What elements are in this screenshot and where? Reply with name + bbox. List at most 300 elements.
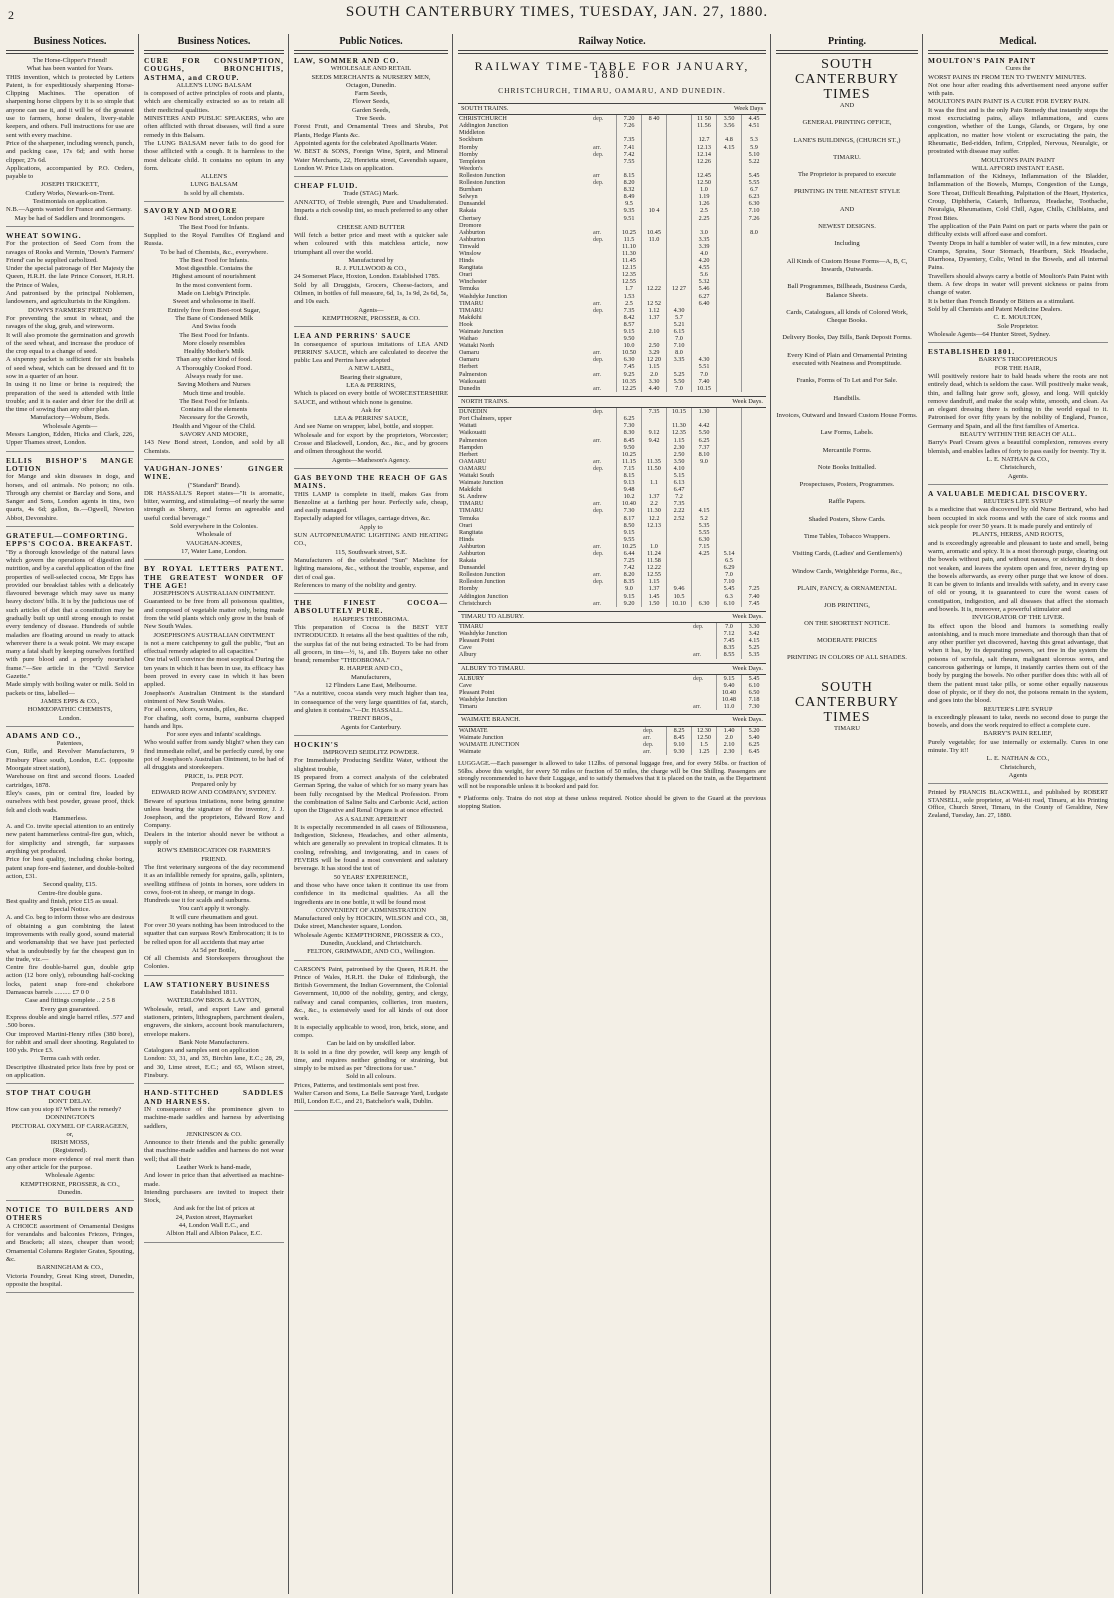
ad-line: WHOLESALE AND RETAIL [330,65,412,73]
ad-line: The application of the Pain Paint on part or parts where the pain or difficulty exists will afford ease and comfort. [928,222,1108,239]
time-cell [667,229,692,236]
printing-line: Prospectuses, Posters, Programmes. [799,481,895,489]
time-cell [717,472,742,479]
time-cell [742,307,767,314]
timetable-row [458,349,766,356]
time-cell [642,293,667,300]
arr-dep [592,186,617,193]
time-cell: 8 40 [642,115,667,122]
time-cell [717,200,742,207]
ad-line: The Best Food for Infants. [179,397,249,405]
time-cell: 6.5 [717,557,742,564]
time-cell [742,349,767,356]
ad-line: Flower Seeds, [352,98,390,106]
time-cell [667,165,692,172]
time-cell [717,186,742,193]
arr-dep: arr. [593,436,602,444]
arr-dep [592,564,617,571]
time-cell: 9.15 [617,593,642,600]
station-name: DUNEDIN [459,408,488,416]
ad-line: Who would suffer from sandy blight? when they can find immediate relief, and be perfectly cured, by one pot of Josephson's Australian Ointment, to be had of all druggists and storekeepers. [144,739,284,772]
time-cell: 12.14 [692,151,717,158]
time-cell: 11.24 [642,550,667,557]
station-name: Waimate Junction [459,328,504,335]
time-cell [717,257,742,264]
ad-line: IMPROVED SEIDLITZ POWDER. [322,749,420,757]
ad-line: A. and Co. beg to inform those who are desirous of obtaining a gun combining the latest improvements with really good, sound material and workmanship that we have just perfected what is undoubtedly by far the cheapest gun in the trade, viz.— [6,914,134,963]
printing-logo: SOUTH CANTERBURY TIMES [794,57,900,102]
ad-line: WATERLOW BROS. & LAYTON, [167,997,261,1005]
station-name: Hook [459,320,473,328]
ad-line: Wholesale Agents: KEMPTHORNE, PROSSER & CO., [294,931,444,939]
time-cell [742,236,767,243]
time-cell [692,222,717,229]
time-cell [717,507,742,514]
ad-line: A CHOICE assortment of Ornamental Designs for verandahs and balconies Friezes, Fringes, and Brackets; all sizes, cheaper than wood; Ornamental Columns Register Grates, Spouting, &c. [6,1222,134,1263]
station-name: Cave [459,681,472,689]
time-cell: 7.25 [617,557,642,564]
timetable-subtitle: CHRISTCHURCH, TIMARU, OAMARU, AND DUNEDIN. [498,85,726,95]
timetable-header [458,611,766,623]
timetable-row [458,734,766,741]
arr-dep [692,689,717,696]
arr-dep: dep. [593,464,604,472]
ad-line: For all sores, ulcers, wounds, piles, &c. [144,706,249,714]
time-cell: 7.10 [717,578,742,585]
time-cell [717,193,742,200]
time-cell [742,571,767,578]
time-cell: 11.0 [717,703,742,710]
arr-dep [592,472,617,479]
arr-dep [592,493,617,500]
advertisement [928,490,1108,784]
time-cell: 9.10 [667,741,692,748]
advertisement [144,565,284,976]
ad-line: Christchurch, [1000,763,1036,771]
arr-dep: arr. [693,651,702,659]
ad-line: Manufacturers of the celebrated "Sun" Machine for lighting mansions, &c., without the trouble, expense, and dirt of coal gas. [294,556,448,581]
time-cell [742,515,767,522]
timetable-row [458,451,766,458]
timetable-row [458,200,766,207]
station-name: WAIMATE JUNCTION [459,740,520,748]
station-name: Ashburton [459,542,486,550]
time-cell: 10.5 [667,593,692,600]
time-cell [667,578,692,585]
ad-title: LEA AND PERRINS' SAUCE [294,331,412,341]
time-cell [717,500,742,507]
ad-title: WHEAT SOWING. [6,230,82,240]
ad-line: Which is placed on every bottle of WORCESTERSHIRE SAUCE, and without which none is genuine. [294,390,448,406]
time-cell [717,314,742,321]
time-cell: 4.15 [742,637,767,644]
time-cell [717,437,742,444]
time-cell: 3.35 [692,236,717,243]
ad-line: Is sold by all chemists. [183,189,245,197]
time-cell [717,522,742,529]
ad-line: Cures the [1005,65,1031,73]
timetable-row [458,179,766,186]
time-cell [667,271,692,278]
ad-line: Prices, Patterns, and testimonials sent post free. [294,1081,420,1089]
ad-line: ("Standard" Brand). [187,481,241,489]
ad-line: Made on Liebig's Principle. [177,290,251,298]
advertisement [294,57,448,177]
time-cell: 7.55 [617,158,642,165]
time-cell: 2.5 [617,300,642,307]
time-cell: 6.15 [667,328,692,335]
time-cell: 6.25 [742,741,767,748]
time-cell: 2.30 [667,444,692,451]
time-cell: 7.40 [692,378,717,385]
ads-list [928,57,1108,784]
printing-line: Invoices, Outward and Inward Custom House Forms. [776,411,918,419]
time-cell [717,328,742,335]
station-name: TIMARU [459,507,484,515]
time-cell: 9.40 [717,682,742,689]
time-cell [742,437,767,444]
column-rule [452,34,453,1594]
ad-line: Supplied to the Royal Families Of England and Russia. [144,231,284,248]
ad-line: Second quality, £15. [43,881,97,889]
station-name: Winchester [459,278,487,286]
time-cell: 6.40 [692,300,717,307]
ad-line: Forest Fruit, and Ornamental Trees and Shrubs, Pot Plants, Hedge Plants &c. [294,123,448,139]
arr-dep [592,222,617,229]
time-cell [742,335,767,342]
time-cell: 6.30 [742,200,767,207]
timetable-row [458,578,766,585]
arr-dep [592,328,617,335]
ad-line: W. BEST & SONS, Foreign Wine, Spirit, and Mineral Water Merchants, 22, Henrietta street, Cavendish square, London W. Price Lists on application. [294,148,448,172]
masthead [0,4,1114,32]
time-cell [617,129,642,136]
time-cell [692,321,717,328]
time-cell: 4.8 [717,136,742,143]
station-name: Waimate Junction [459,479,504,487]
time-cell [692,415,717,422]
time-cell: 12.50 [692,734,717,741]
time-cell [717,151,742,158]
time-cell: 3.35 [667,356,692,363]
printing-line: JOB PRINTING, [824,602,870,610]
time-cell: 1.1 [642,479,667,486]
printing-line: The Proprietor is prepared to execute [798,171,896,179]
time-cell [742,529,767,536]
time-cell [667,151,692,158]
ad-line: KEMPTHORNE, PROSSER, & CO. [322,314,420,322]
arr-dep [592,314,617,321]
arr-dep: dep. [593,306,604,314]
ad-title: A VALUABLE MEDICAL DISCOVERY. [928,488,1089,498]
time-cell: 8.15 [617,172,642,179]
advertisement [294,599,448,736]
timetable-days: Week Days. [732,664,763,672]
printing-line: Law Forms, Labels. [820,429,874,437]
advertisement [6,232,134,452]
ad-line: is composed of active principles of roots and plants, which are chemically extracted so as to retain all their medicinal qualities. [144,90,284,114]
ad-line: A. and Co. invite special attention to an entirely new patent hammerless central-fire gun, which, for simplicity and strength, far surpasses anything yet produced. [6,823,134,856]
time-cell [667,522,692,529]
time-cell: 1.15 [642,363,667,370]
printing-line: Time Tables, Tobacco Wrappers. [803,533,891,541]
ad-line: Guaranteed to be free from all poisonous qualities, and composed of vegetable matter only, being made from the wild plants which only grow in the bush of New South Wales. [144,598,284,631]
column-rule [770,34,771,1594]
time-cell [667,222,692,229]
arr-dep: arr. [593,500,602,508]
time-cell [742,165,767,172]
ad-line: More closely resembles [182,339,246,347]
timetable-row [458,250,766,257]
printing-line: Note Books Initialled. [817,463,877,471]
ad-line: 143 New Bond street, London prepare [163,215,265,223]
advertisement [294,474,448,594]
time-cell [692,129,717,136]
time-cell: 1.53 [617,293,642,300]
time-cell: 12.55 [642,571,667,578]
advertisement [144,207,284,460]
ad-line: "By a thorough knowledge of the natural laws which govern the operations of digestion and nutrition, and by a careful application of the fine properties of well-selected cocoa, Mr Epps has provided our breakfast tables with a delicately flavoured beverage which may save us many heavy doctors' bills. It is by the judicious use of such articles of diet that a constitution may be gradually built up until strong enough to resist every tendency of disease. Hundreds of subtle maladies are floating around us ready to attack wherever there is a weak point. We may escape many a fatal shaft by keeping ourselves fortified with pure blood and a properly nourished frame."—See article in the "Civil Service Gazette." [6,548,134,681]
station-name: Selwyn [459,193,478,201]
ad-line: Octagon, Dunedin. [346,81,396,89]
time-cell [642,472,667,479]
ad-line: And see Name on wrapper, label, bottle, and stopper. [294,423,434,431]
ad-line: PECTORAL OXYMEL OF CARRAGEEN, [11,1122,129,1130]
station-name: Ashburton [459,550,486,558]
ad-line: 143 New Bond street, London, and sold by all Chemists. [144,439,284,455]
time-cell: 9.42 [642,437,667,444]
ad-line: Applications, accompanied by P.O. Orders, payable to [6,164,134,181]
arr-dep [592,129,617,136]
time-cell: 4.40 [642,385,667,392]
ad-line: JENKINSON & CO. [186,1130,242,1138]
column-heading: Railway Notice. [458,36,766,54]
time-cell [717,479,742,486]
time-cell [742,458,767,465]
arr-dep: dep. [643,740,654,748]
printing-line: GENERAL PRINTING OFFICE, [802,119,892,127]
ad-line: Apply to [359,523,383,531]
time-cell: 5.46 [692,285,717,292]
ad-line: Special Notice. [49,906,91,914]
station-name: Waikouaiti [459,377,486,385]
station-name: Waitati [459,422,477,430]
time-cell [642,179,667,186]
arr-dep: arr. [593,457,602,465]
ad-line: Leather Work is hand-made, [176,1164,252,1171]
ad-line: Victoria Foundry, Great King street, Dunedin, opposite the hospital. [6,1272,134,1288]
timetable-waimate [458,714,766,755]
station-name: TIMARU [459,299,484,307]
timetable-row [458,385,766,392]
station-name: Dromore [459,221,482,229]
station-name: Waitaki South [459,471,495,479]
timetable-row [458,472,766,479]
ad-line: REUTER'S LIFE SYRUP [983,705,1053,713]
station-name: Herbert [459,450,478,458]
time-cell: 5.50 [667,378,692,385]
time-cell: 2.2 [642,500,667,507]
station-name: Waikouaiti [459,429,486,437]
printing-line: TIMARU. [833,153,861,161]
station-name: Winslow [459,249,482,257]
ad-line: FOR THE HAIR, [994,364,1042,372]
time-cell: 8.0 [667,349,692,356]
arr-dep: dep. [593,550,604,558]
arr-dep [592,536,617,543]
ad-line: It is especially recommended in all cases of Biliousness, Indigestion, Sickness, Headaches, and other ailments, which are generally so prevalent in tropical climates. It is cooling, refreshing, and invigorating, and in cases of FEVERS will be found a most convenient and salutary beverage. It has stood the test of [294,823,448,873]
time-cell: 7.0 [667,385,692,392]
advertisement [144,57,284,202]
ad-line: JOSEPHSON'S AUSTRALIAN OINTMENT. [152,590,276,598]
time-cell: 1.45 [642,593,667,600]
time-cell: 7.30 [617,507,642,514]
time-cell [717,536,742,543]
ad-line: for Mange and skin diseases in dogs, and horses, and oil animals. No poison; no oils. Through any chemist or Barclay and Sons, and Sanger and Sons, London agents in tins, two quarts, 4s 6d; gallon, 8s.—Ogwell, Newton Abbot, Devonshire. [6,473,134,522]
ad-line: The first veterinary surgeons of the day recommend it as an infallible remedy for sprains, galls, splinters, swelling stiffness of joints in horses, sore udders in cows, foot-rot in sheep, or mange in dogs. [144,863,284,896]
arr-dep [592,342,617,349]
column-heading: Public Notices. [294,36,448,54]
ad-line: 12 Flinders Lane East, Melbourne. [325,682,417,690]
timetable-row [458,557,766,564]
column-rule [922,34,923,1594]
ad-line: DON'T DELAY. [48,1097,92,1105]
ad-title: GAS BEYOND THE REACH OF GAS MAINS. [294,472,448,491]
timetable-row [458,408,766,415]
ad-line: and is exceedingly agreeable and pleasant to taste and smell, being warm, aromatic and spicy. It is a most thorough purge, clearing out the bowels without pain, and without nausea, or sickening. It does not weaken, and leaves the system open and free, never drying up the bowels afterwards, as every other purge that we know of does. It can be given to infants and invalids with safety, and in every case of old or young, it is guaranteed to cure the worst cases of constipation, indigestion, and all diseases that affect the stomach and bowels. It is, moreover, a powerful stimulator and [928,539,1108,613]
time-cell [717,207,742,214]
time-cell: 10.50 [617,349,642,356]
time-cell: 7.45 [617,363,642,370]
time-cell [667,215,692,222]
time-cell [692,307,717,314]
time-cell [692,578,717,585]
arr-dep: arr. [643,747,652,755]
time-cell [742,507,767,514]
time-cell: 10.25 [617,543,642,550]
ad-line: BARRY'S TRICOPHEROUS [978,356,1058,364]
ad-line: (Registered). [52,1147,88,1155]
time-cell [717,451,742,458]
ad-line: Under the special patronage of Her Majesty the Queen, H.R.H. the late Prince Consort, H.R.H. the Prince of Wales, [6,265,134,289]
time-cell [742,321,767,328]
advertisement [294,332,448,469]
time-cell [642,444,667,451]
ad-line: WORST PAINS IN FROM TEN TO TWENTY MINUTES. [928,73,1087,81]
ad-line: And Swiss foods [191,323,237,331]
ad-line: PRICE, 1s. PER POT. [184,772,244,780]
ad-line: This preparation of Cocoa is the BEST YET INTRODUCED. It retains all the best qualities of the nib, the surplus fat of the nut being extracted. To be had from all grocers, in tins—½, ¼, and 1lb. Buyers take no other brand; remember "THEOBROMA." [294,624,448,665]
timetable-row [458,229,766,236]
arr-dep [592,278,617,285]
time-cell [642,193,667,200]
ad-line: Bank Note Manufacturers. [178,1038,250,1046]
timetable-south [458,103,766,392]
time-cell: 6.30 [692,600,717,607]
time-cell: 5.55 [692,529,717,536]
time-cell: 9.48 [617,486,642,493]
time-cell [642,122,667,129]
ad-line: Barry's Pearl Cream gives a beautiful complexion, removes every blemish, and enables ladies of forty to pass easily for twenty. Try it. [928,439,1108,455]
time-cell: 10.35 [617,378,642,385]
timetable-row [458,300,766,307]
time-cell: 4.25 [692,550,717,557]
ad-line: DONNINGTON'S [45,1114,95,1122]
time-cell [642,129,667,136]
arr-dep [692,696,717,703]
time-cell [717,486,742,493]
station-name: Rakaia [459,557,477,565]
time-cell [742,363,767,370]
ad-line: Made simply with boiling water or milk. Sold in packets or tins, labelled— [6,681,134,697]
arr-dep [692,682,717,689]
ad-line: REUTER'S LIFE SYRUP [983,498,1053,506]
time-cell: 11.45 [617,257,642,264]
ad-line: DR HASSALL'S Report states—"It is aromatic, bitter, warming, and stimulating—of nearly the same strength as Sherry, and forms an agreeable and useful cordial beverage." [144,489,284,522]
arr-dep [592,165,617,172]
ad-line: Sole Proprietor. [997,322,1039,330]
timetable-row [458,328,766,335]
ad-line: is exceedingly pleasant to take, needs no second dose to purge the bowels, and does the work required to effect a complete cure. [928,713,1108,730]
time-cell: 8.57 [617,321,642,328]
time-cell: 6.29 [717,564,742,571]
ad-line: Testimonials on application. [32,198,108,206]
time-cell [717,236,742,243]
time-cell: 7.45 [717,637,742,644]
time-cell: 1.50 [642,600,667,607]
ad-line: For the protection of Seed Corn from the ravages of Rooks and Vermin, 'Down's Farmers' Friend' can be supplied carbolized. [6,240,134,264]
time-cell: 8.32 [617,186,642,193]
station-name: Rangitata [459,264,483,272]
time-cell: 7.15 [692,543,717,550]
timetable-row [458,207,766,214]
arr-dep [592,557,617,564]
time-cell: 4.45 [742,115,767,122]
ad-line: Much time and trouble. [183,389,245,397]
arr-dep [592,264,617,271]
timetable-row [458,264,766,271]
station-name: St. Andrew [459,493,487,501]
printing-line: Window Cards, Weighbridge Forms, &c., [792,567,902,575]
time-cell: 10.10 [667,600,692,607]
printing-line: Handbills. [833,394,861,402]
time-cell [667,122,692,129]
column-rule [288,34,289,1594]
time-cell [692,328,717,335]
timetable-header [458,663,766,675]
time-cell [742,536,767,543]
time-cell [717,444,742,451]
ad-line: Sweet and wholesome in itself. [172,298,256,306]
timetable-row [458,623,766,630]
ad-line: Agents for Canterbury. [340,723,402,731]
time-cell [667,200,692,207]
arr-dep: arr [593,171,600,179]
time-cell [667,193,692,200]
time-cell: 2.0 [642,371,667,378]
time-cell: 12.35 [667,429,692,436]
time-cell [642,422,667,429]
arr-dep: arr. [593,143,602,151]
ad-title: SAVORY AND MOORE [144,206,238,216]
time-cell: 2.25 [692,215,717,222]
ad-line: TRENT BROS., [349,715,393,723]
timetable-row [458,115,766,122]
timetable-row [458,129,766,136]
time-cell: 6.27 [692,293,717,300]
station-name: Burnham [459,186,483,194]
advertisement [6,732,134,1084]
